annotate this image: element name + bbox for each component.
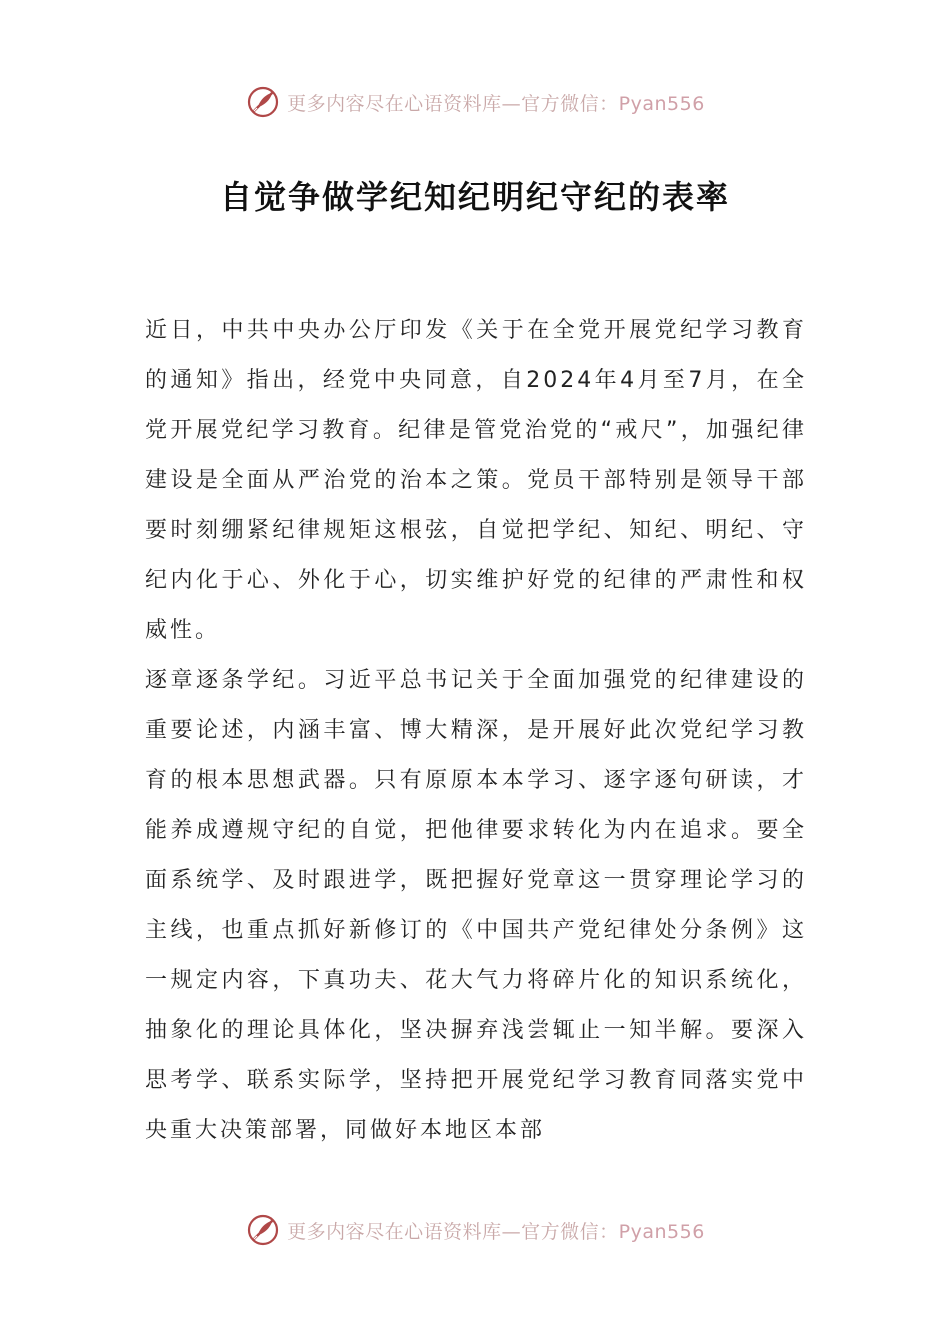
watermark-text [287,89,705,116]
paragraph-1: 近日，中共中央办公厅印发《关于在全党开展党纪学习教育的通知》指出，经党中央同意，自2024年4月至7月，在全党开展党纪学习教育。纪律是管党治党的“戒尺”，加强纪律建设是全面从严治党的治本之策。党员干部特别是领导干部要时刻绷紧纪律规矩这根弦，自觉把学纪、知纪、明纪、守纪内化于心、外化于心，切实维护好党的纪律的严肃性和权威性。 [145,318,807,643]
footer-watermark-banner [0,1210,950,1250]
document-body [145,306,807,1156]
watermark-label: 更多内容尽在心语资料库—官方微信： [287,92,619,115]
watermark-label: 更多内容尽在心语资料库—官方微信： [287,1220,619,1243]
quill-pen-logo-icon [245,84,281,120]
wechat-id: Pyan556 [618,92,705,115]
wechat-id: Pyan556 [618,1220,705,1243]
header-watermark-banner [0,82,950,122]
watermark-text [287,1217,705,1244]
quill-pen-logo-icon [245,1212,281,1248]
paragraph-2: 逐章逐条学纪。习近平总书记关于全面加强党的纪律建设的重要论述，内涵丰富、博大精深，是开展好此次党纪学习教育的根本思想武器。只有原原本本学习、逐字逐句研读，才能养成遵规守纪的自觉，把他律要求转化为内在追求。要全面系统学、及时跟进学，既把握好党章这一贯穿理论学习的主线，也重点抓好新修订的《中国共产党纪律处分条例》这一规定内容，下真功夫、花大气力将碎片化的知识系统化，抽象化的理论具体化，坚决摒弃浅尝辄止一知半解。要深入思考学、联系实际学，坚持把开展党纪学习教育同落实党中央重大决策部署，同做好本地区本部 [145,668,807,1143]
document-title: 自觉争做学纪知纪明纪守纪的表率 [219,178,730,216]
